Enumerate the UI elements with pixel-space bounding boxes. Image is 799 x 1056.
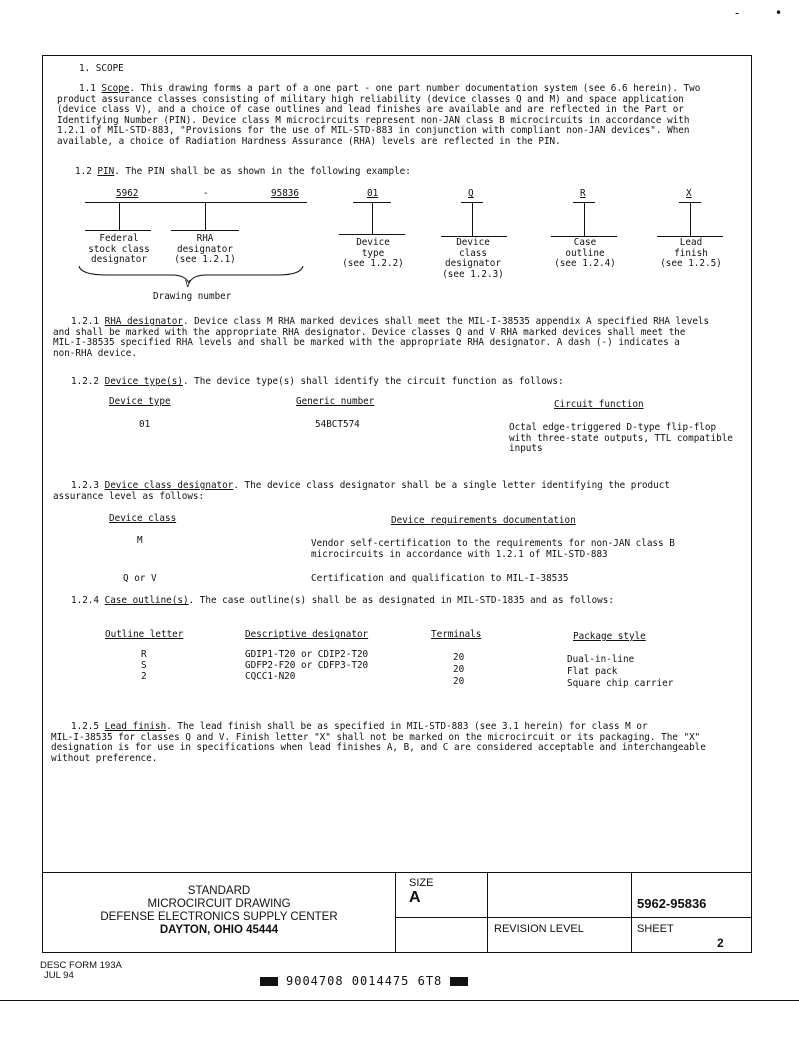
text-line: microcircuits in accordance with 1.2.1 of MIL-STD-883 [311, 548, 608, 560]
para-title: Device class designator [104, 480, 234, 491]
outline-package-style: Square chip carrier [567, 678, 674, 689]
form-label [40, 961, 122, 981]
pin-code-95836: 95836 [271, 188, 299, 199]
para-text: MIL-I-38535 specified RHA levels and shall be marked with the appropriate RHA designator. A dash (-) indicates a [53, 337, 680, 349]
generic-number-value: 54BCT574 [315, 419, 360, 430]
label-line: (see 1.2.3) [442, 268, 504, 280]
label-line: stock class [88, 243, 150, 255]
pin-line [339, 234, 405, 235]
barcode-block [450, 977, 468, 986]
para-text: MIL-I-38535 for classes Q and V. Finish letter "X" shall not be marked on the microcircuit or its packaging. The "X" [51, 731, 701, 743]
form-number: DESC FORM 193A [40, 960, 122, 971]
device-class-m-doc [311, 539, 675, 560]
col-header-circuit-function: Circuit function [554, 399, 644, 410]
para-number: 1.1 [79, 83, 96, 94]
label-line: (see 1.2.4) [554, 258, 616, 270]
para-text: . The case outline(s) shall be as designated in MIL-STD-1835 and as follows: [188, 595, 614, 606]
pin-line [85, 230, 151, 231]
pin-code-5962: 5962 [116, 188, 139, 199]
outline-designator: GDIP1-T20 or CDIP2-T20 [245, 649, 369, 660]
revision-level-label: REVISION LEVEL [494, 923, 584, 935]
label-line: finish [674, 247, 708, 259]
outline-letter: R [141, 649, 147, 660]
text-line: with three-state outputs, TTL compatible [509, 432, 733, 444]
barcode-block [260, 977, 278, 986]
outline-letter: S [141, 660, 147, 671]
drawing-number-label: Drawing number [153, 291, 232, 302]
para-text: . Device class M RHA marked devices shall meet the MIL-I-38535 appendix A specified RHA levels [182, 316, 710, 327]
para-title: PIN [97, 166, 115, 177]
label-line: Federal [99, 233, 139, 244]
label-line: Device [356, 237, 390, 248]
paragraph-1-2-4 [71, 596, 614, 607]
col-header-terminals: Terminals [431, 629, 482, 640]
sheet-label: SHEET [637, 923, 674, 935]
scan-mark: • [775, 6, 783, 20]
pin-tick [584, 202, 585, 236]
pin-code-q: Q [468, 188, 474, 199]
para-title: Scope [101, 83, 130, 94]
para-number: 1.2.3 [71, 480, 99, 491]
para-title: RHA designator [104, 316, 183, 327]
col-header-outline-letter: Outline letter [105, 629, 184, 640]
text-line: Vendor self-certification to the requirements for non-JAN class B [311, 538, 675, 549]
pin-tick [472, 202, 473, 236]
label-device-type [331, 238, 415, 270]
label-line: designator [177, 243, 233, 255]
pin-tick [205, 202, 206, 230]
para-title: Case outline(s) [104, 595, 189, 606]
label-line: (see 1.2.2) [342, 258, 404, 270]
label-line: type [361, 247, 385, 259]
label-line: Lead [679, 237, 703, 248]
para-title: Lead finish [104, 721, 167, 732]
label-line: (see 1.2.1) [174, 254, 236, 266]
barcode-strip [260, 976, 468, 987]
outline-package-style: Dual-in-line [567, 654, 635, 665]
para-text: assurance level as follows: [53, 490, 205, 502]
section-heading: 1. SCOPE [79, 63, 124, 74]
para-title: Device type(s) [104, 376, 183, 387]
text-line: Octal edge-triggered D-type flip-flop [509, 422, 717, 433]
tb-divider [487, 873, 488, 953]
drawing-number: 5962-95836 [637, 896, 707, 911]
size-value: A [409, 889, 421, 906]
paragraph-1-2-3 [53, 481, 747, 502]
label-case [543, 238, 627, 270]
size-label: SIZE [409, 877, 434, 889]
outline-terminals: 20 [453, 652, 465, 663]
pin-diagram [43, 186, 751, 306]
label-lead [649, 238, 733, 270]
para-text: available, a choice of Radiation Hardness Assurance (RHA) levels are reflected in the PIN. [57, 135, 561, 147]
pin-tick [372, 202, 373, 234]
outline-terminals: 20 [453, 676, 465, 687]
para-number: 1.2.2 [71, 376, 99, 387]
drawing-frame [42, 55, 752, 953]
form-date: JUL 94 [44, 970, 74, 981]
tb-divider [395, 873, 396, 953]
circuit-function-value [509, 423, 733, 455]
device-class-qv: Q or V [123, 573, 157, 584]
col-header-descriptive-designator: Descriptive designator [245, 629, 369, 640]
paragraph-1-2-2 [71, 377, 564, 388]
org-line: DEFENSE ELECTRONICS SUPPLY CENTER [100, 911, 338, 923]
paragraph-1-2 [75, 167, 411, 178]
text-line: inputs [509, 443, 543, 455]
label-line: RHA [196, 233, 214, 244]
org-line: MICROCIRCUIT DRAWING [147, 898, 291, 910]
org-line: DAYTON, OHIO 45444 [159, 924, 279, 936]
label-line: designator [91, 254, 147, 266]
para-text: . The device class designator shall be a single letter identifying the product [233, 480, 670, 491]
para-text: and shall be marked with the appropriate RHA designator. Device classes Q and V RHA marked devices shall meet the [53, 326, 686, 338]
para-number: 1.2.4 [71, 595, 99, 606]
org-line: STANDARD [187, 885, 251, 897]
para-text: . The lead finish shall be as specified in MIL-STD-883 (see 3.1 herein) for class M or [166, 721, 648, 732]
scan-mark: - [735, 6, 740, 20]
device-class-qv-doc: Certification and qualification to MIL-I-38535 [311, 573, 569, 584]
label-line: class [459, 247, 487, 259]
outline-letter: 2 [141, 671, 147, 682]
col-header-package-style: Package style [573, 631, 646, 642]
label-line: (see 1.2.5) [660, 258, 722, 270]
para-text: Identifying Number (PIN). Device class M microcircuits represent non-JAN class B microcircuits in accordance with [57, 114, 690, 126]
device-class-m: M [137, 535, 143, 546]
paragraph-1-1 [57, 84, 747, 148]
sheet-number: 2 [717, 936, 724, 950]
para-text: non-RHA device. [53, 347, 137, 359]
pin-code-x: X [686, 188, 692, 199]
para-number: 1.2 [75, 166, 92, 177]
para-text: product assurance classes consisting of military high reliability (device classes Q and M) and space application [57, 93, 684, 105]
barcode-text: 9004708 0014475 6T8 [286, 974, 443, 988]
para-number: 1.2.5 [71, 721, 99, 732]
org-block [43, 885, 395, 937]
pin-tick [119, 202, 120, 230]
device-type-value: 01 [139, 419, 151, 430]
outline-designator: GDFP2-F20 or CDFP3-T20 [245, 660, 369, 671]
label-line: designator [445, 258, 501, 270]
para-text: 1.2.1 of MIL-STD-883, "Provisions for the use of MIL-STD-883 in conjunction with compliant non-JAN devices". When [57, 125, 690, 137]
title-block [43, 872, 751, 953]
tb-divider [631, 873, 632, 953]
label-line: Device [456, 237, 490, 248]
para-text: designation is for use in specifications when lead finishes A, B, and C are considered acceptable and interchangeable [51, 742, 706, 754]
pin-code-r: R [580, 188, 586, 199]
col-header-device-class: Device class [109, 513, 177, 524]
pin-code-01: 01 [367, 188, 379, 199]
label-line: Case [573, 237, 597, 248]
tb-divider [395, 917, 751, 918]
pin-dash: - [203, 188, 209, 199]
col-header-generic-number: Generic number [296, 396, 375, 407]
pin-line [171, 230, 239, 231]
drawing-number-bracket [77, 266, 317, 284]
col-header-device-type: Device type [109, 396, 171, 407]
paragraph-1-2-1 [53, 317, 747, 359]
para-text: . This drawing forms a part of a one part - one part number documentation system (see 6.6 herein). Two [129, 83, 701, 94]
para-text: (device class V), and a choice of case outlines and lead finishes are available and are reflected in the Part or [57, 104, 684, 116]
outline-package-style: Flat pack [567, 666, 618, 677]
label-line: outline [565, 247, 605, 259]
pin-tick [690, 202, 691, 236]
page-bottom-rule [0, 1000, 799, 1001]
para-number: 1.2.1 [71, 316, 99, 327]
para-text: without preference. [51, 752, 158, 764]
label-federal [73, 234, 165, 266]
col-header-device-requirements: Device requirements documentation [391, 515, 576, 526]
paragraph-1-2-5 [51, 722, 747, 764]
label-device-class [431, 238, 515, 280]
para-text: . The PIN shall be as shown in the following example: [114, 166, 411, 177]
outline-designator: CQCC1-N20 [245, 671, 296, 682]
label-rha [161, 234, 249, 266]
para-text: . The device type(s) shall identify the circuit function as follows: [182, 376, 564, 387]
outline-terminals: 20 [453, 664, 465, 675]
bracket-v: V [185, 279, 191, 290]
